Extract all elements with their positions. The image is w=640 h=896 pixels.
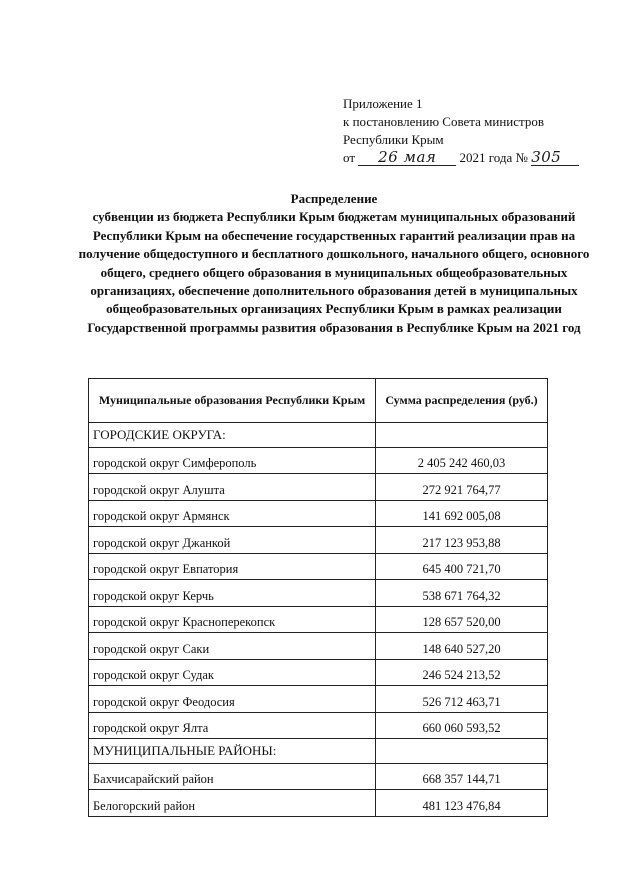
amount-value: 660 060 593,52 <box>376 712 548 739</box>
distribution-table <box>88 378 548 817</box>
table-row <box>89 659 548 686</box>
municipality-name: городской округ Саки <box>89 633 376 660</box>
municipality-name: городской округ Симферополь <box>89 447 376 474</box>
amount-value: 148 640 527,20 <box>376 633 548 660</box>
table-row <box>89 580 548 607</box>
amount-value: 668 357 144,71 <box>376 763 548 790</box>
section-row <box>89 739 548 764</box>
amount-value: 217 123 953,88 <box>376 527 548 554</box>
table-body <box>89 423 548 817</box>
table-row <box>89 553 548 580</box>
year-text: 2021 года № <box>459 150 528 165</box>
table-row <box>89 633 548 660</box>
municipality-name: городской округ Судак <box>89 659 376 686</box>
table-row <box>89 686 548 713</box>
title-heading: Распределение <box>290 191 378 206</box>
amount-value: 128 657 520,00 <box>376 606 548 633</box>
handwritten-date: 26 мая <box>358 150 456 166</box>
annex-date-line <box>343 149 623 167</box>
municipality-name: ГОРОДСКИЕ ОКРУГА: <box>89 423 376 448</box>
amount-value: 538 671 764,32 <box>376 580 548 607</box>
amount-value: 2 405 242 460,03 <box>376 447 548 474</box>
table-row <box>89 763 548 790</box>
annex-line-1: Приложение 1 <box>343 96 423 111</box>
municipality-name: городской округ Керчь <box>89 580 376 607</box>
municipality-name: городской округ Алушта <box>89 474 376 501</box>
amount-value: 272 921 764,77 <box>376 474 548 501</box>
amount-value <box>376 739 548 764</box>
amount-value: 526 712 463,71 <box>376 686 548 713</box>
table-row <box>89 447 548 474</box>
section-row <box>89 423 548 448</box>
table-row <box>89 606 548 633</box>
table-row <box>89 790 548 817</box>
municipality-name: МУНИЦИПАЛЬНЫЕ РАЙОНЫ: <box>89 739 376 764</box>
amount-value: 481 123 476,84 <box>376 790 548 817</box>
document-title <box>78 190 590 337</box>
municipality-name: городской округ Ялта <box>89 712 376 739</box>
table-header-row <box>89 379 548 423</box>
annex-line-3: Республики Крым <box>343 132 444 147</box>
municipality-name: городской округ Красноперекопск <box>89 606 376 633</box>
municipality-name: городской округ Евпатория <box>89 553 376 580</box>
handwritten-number: 305 <box>531 150 579 166</box>
amount-value: 645 400 721,70 <box>376 553 548 580</box>
annex-line-2: к постановлению Совета министров <box>343 114 544 129</box>
table-row <box>89 712 548 739</box>
header-amount: Сумма распределения (руб.) <box>376 379 548 423</box>
amount-value: 141 692 005,08 <box>376 500 548 527</box>
municipality-name: Бахчисарайский район <box>89 763 376 790</box>
amount-value: 246 524 213,52 <box>376 659 548 686</box>
municipality-name: городской округ Феодосия <box>89 686 376 713</box>
municipality-name: городской округ Армянск <box>89 500 376 527</box>
date-prefix: от <box>343 150 356 165</box>
title-body: субвенции из бюджета Республики Крым бюджетам муниципальных образований Республики Крым на обеспечение государственных гарантий реализации прав на получение общедоступного и бесплатного дошкольного, начального общего, основного общего, среднего общего образования в муниципальных общеобразовательных организациях, обеспечение дополнительного образования детей в муниципальных общеобразовательных организациях Республики Крым в рамках реализации Государственной программы развития образования в Республике Крым на 2021 год <box>78 209 590 335</box>
municipality-name: Белогорский район <box>89 790 376 817</box>
table-row <box>89 474 548 501</box>
municipality-name: городской округ Джанкой <box>89 527 376 554</box>
table-row <box>89 527 548 554</box>
table-row <box>89 500 548 527</box>
header-municipality: Муниципальные образования Республики Крым <box>89 379 376 423</box>
annex-block <box>343 95 623 167</box>
amount-value <box>376 423 548 448</box>
